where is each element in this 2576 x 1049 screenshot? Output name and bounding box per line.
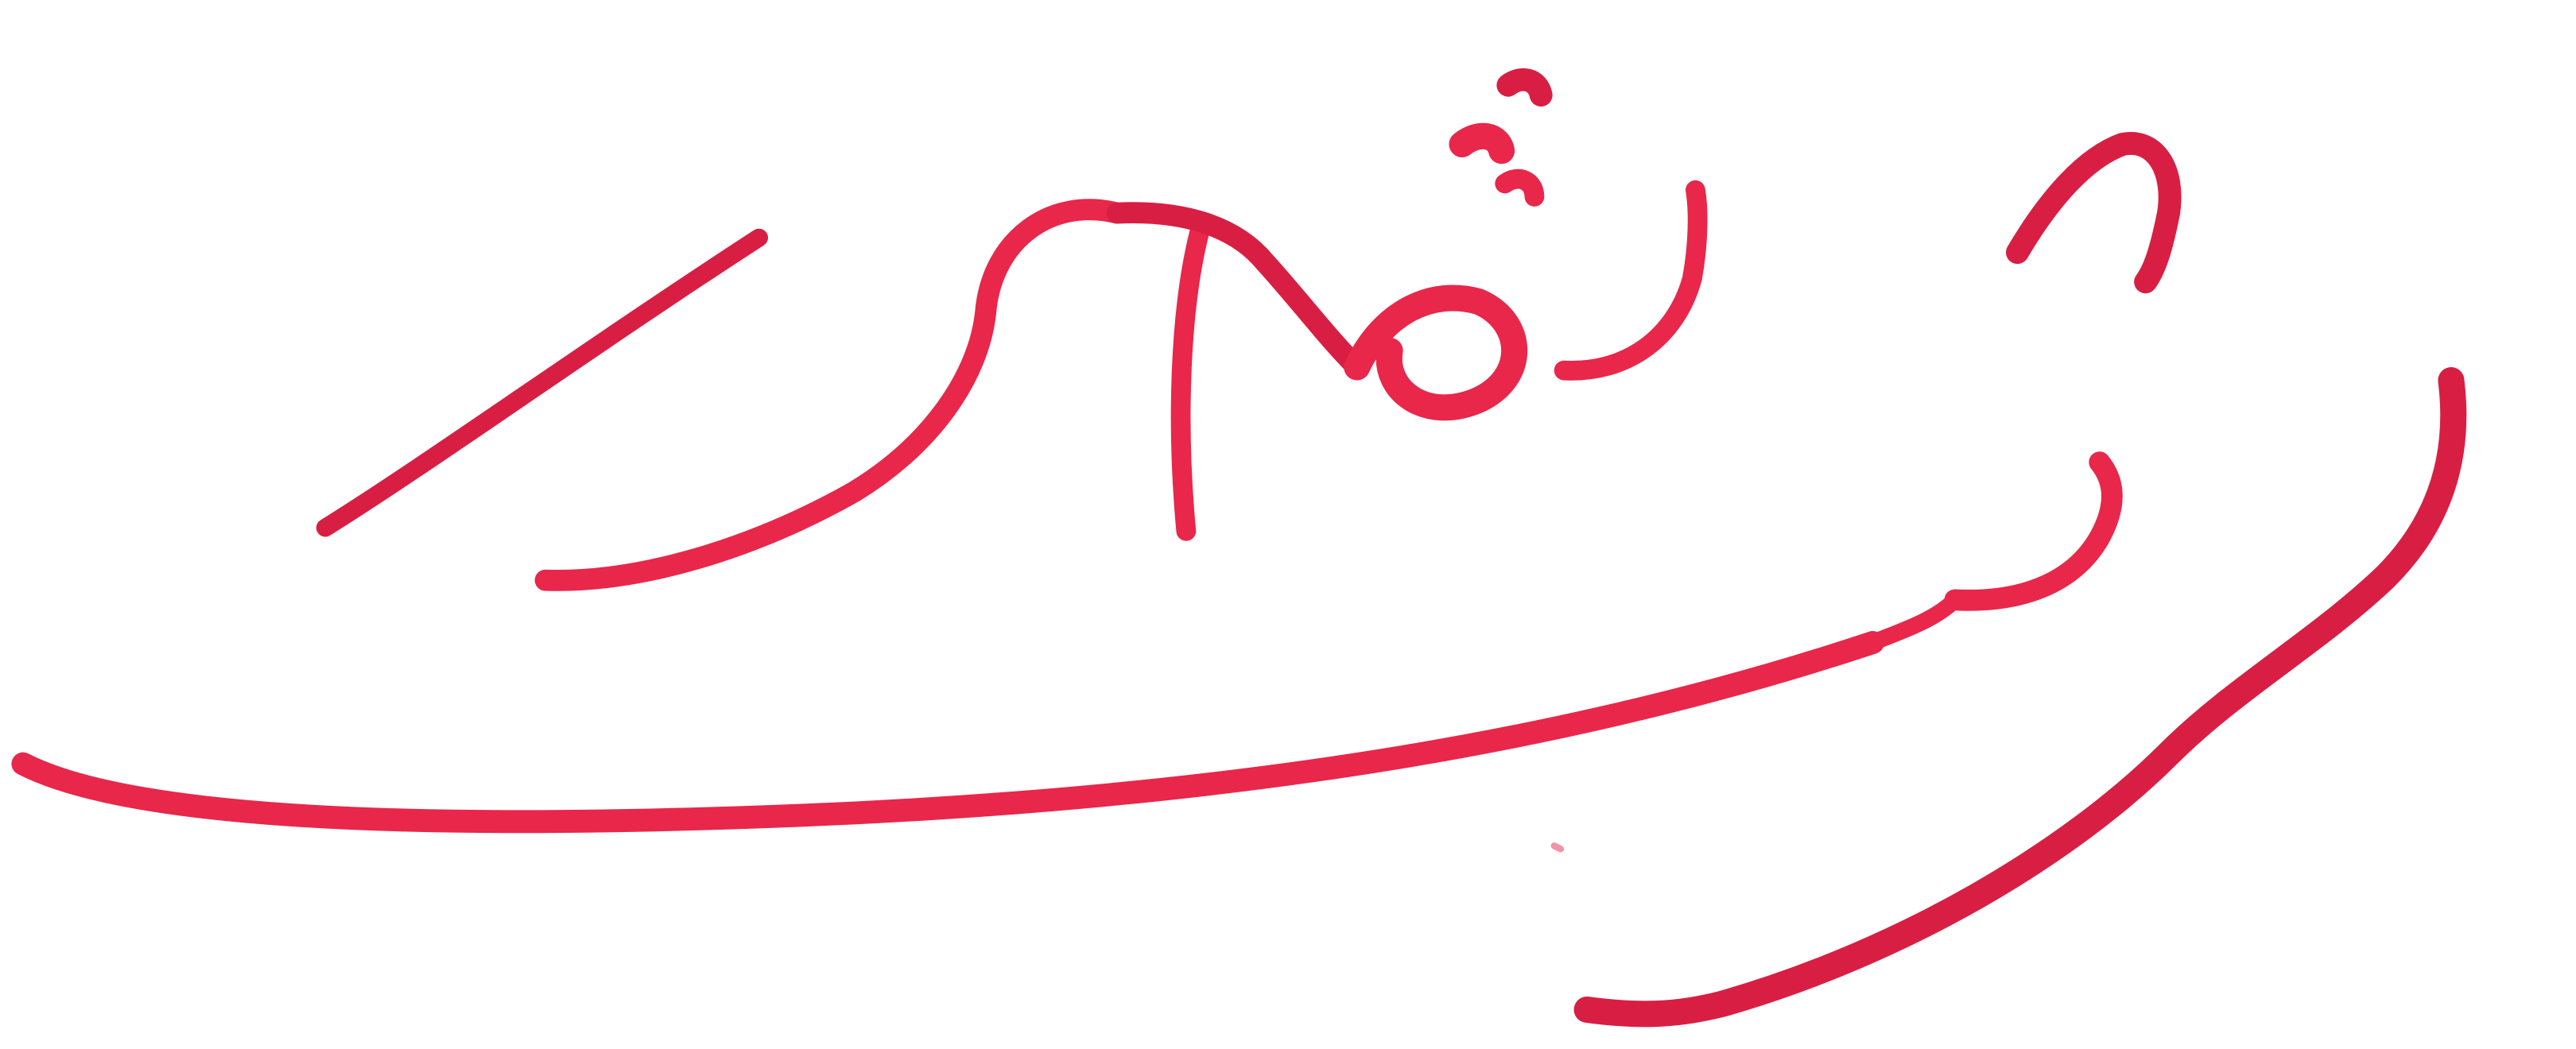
- signature-stroke: [2017, 143, 2170, 281]
- signature-stroke: [1462, 136, 1502, 150]
- signature-stroke: [23, 643, 1873, 822]
- signature-stroke: [1181, 233, 1199, 531]
- signature-stroke: [1117, 213, 1357, 367]
- signature-stroke: [1955, 463, 2112, 601]
- signature-stroke: [545, 210, 1117, 581]
- signature-stroke: [1505, 179, 1534, 196]
- signature-stroke: [1508, 79, 1541, 95]
- signature-stroke: [1873, 600, 1955, 643]
- signature-stroke: [325, 238, 759, 528]
- signature-stroke: [1357, 298, 1515, 408]
- signature-strokes: [23, 79, 2454, 1014]
- signature-stroke: [1564, 190, 1697, 370]
- signature-stroke: [1554, 846, 1561, 849]
